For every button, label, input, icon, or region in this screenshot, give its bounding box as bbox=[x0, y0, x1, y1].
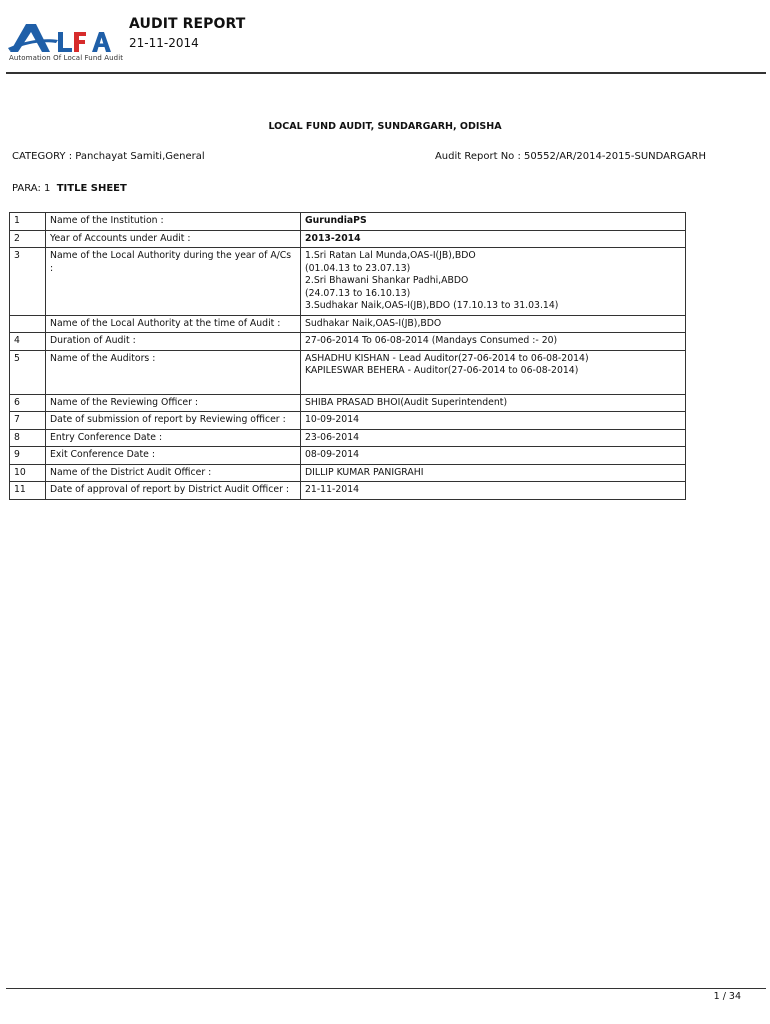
row-value: SHIBA PRASAD BHOI(Audit Superintendent) bbox=[301, 394, 686, 412]
table-row bbox=[10, 230, 686, 248]
row-label: Exit Conference Date : bbox=[46, 447, 301, 465]
row-value: 2013-2014 bbox=[301, 230, 686, 248]
para-title: TITLE SHEET bbox=[56, 183, 127, 194]
row-value: 08-09-2014 bbox=[301, 447, 686, 465]
table-row bbox=[10, 412, 686, 430]
row-label: Year of Accounts under Audit : bbox=[46, 230, 301, 248]
table-row bbox=[10, 350, 686, 394]
row-number bbox=[10, 315, 46, 333]
row-number: 2 bbox=[10, 230, 46, 248]
row-number: 1 bbox=[10, 213, 46, 231]
report-title: AUDIT REPORT bbox=[129, 16, 246, 32]
table-row bbox=[10, 315, 686, 333]
row-value: 27-06-2014 To 06-08-2014 (Mandays Consumed :- 20) bbox=[301, 333, 686, 351]
row-value: 10-09-2014 bbox=[301, 412, 686, 430]
value-line: ASHADHU KISHAN - Lead Auditor(27-06-2014 to 06-08-2014) bbox=[305, 352, 589, 364]
table-row bbox=[10, 213, 686, 231]
row-label: Date of approval of report by District Audit Officer : bbox=[46, 482, 301, 500]
row-value: 21-11-2014 bbox=[301, 482, 686, 500]
value-line: 2.Sri Bhawani Shankar Padhi,ABDO bbox=[305, 275, 469, 286]
row-number: 11 bbox=[10, 482, 46, 500]
row-label: Date of submission of report by Reviewing officer : bbox=[46, 412, 301, 430]
table-row bbox=[10, 333, 686, 351]
row-number: 7 bbox=[10, 412, 46, 430]
value-line: KAPILESWAR BEHERA - Auditor(27-06-2014 to 06-08-2014) bbox=[305, 365, 579, 376]
header-divider bbox=[6, 72, 766, 74]
table-row bbox=[10, 248, 686, 316]
row-value: Sudhakar Naik,OAS-I(JB),BDO bbox=[301, 315, 686, 333]
row-label: Name of the Auditors : bbox=[46, 350, 301, 394]
row-label: Name of the Local Authority during the year of A/Cs : bbox=[46, 248, 301, 316]
row-label: Name of the Local Authority at the time of Audit : bbox=[46, 315, 301, 333]
row-number: 4 bbox=[10, 333, 46, 351]
row-value: 23-06-2014 bbox=[301, 429, 686, 447]
row-value bbox=[301, 350, 686, 394]
row-number: 5 bbox=[10, 350, 46, 394]
table-row bbox=[10, 447, 686, 465]
table-row bbox=[10, 482, 686, 500]
category-label: CATEGORY : Panchayat Samiti,General bbox=[12, 151, 205, 162]
row-number: 3 bbox=[10, 248, 46, 316]
title-sheet-table bbox=[9, 212, 686, 500]
value-line: (24.07.13 to 16.10.13) bbox=[305, 287, 411, 299]
row-label: Name of the Reviewing Officer : bbox=[46, 394, 301, 412]
value-line: (01.04.13 to 23.07.13) bbox=[305, 262, 411, 274]
value-line: 3.Sudhakar Naik,OAS-I(JB),BDO (17.10.13 to 31.03.14) bbox=[305, 300, 559, 311]
table-row bbox=[10, 429, 686, 447]
row-value: DILLIP KUMAR PANIGRAHI bbox=[301, 464, 686, 482]
row-number: 8 bbox=[10, 429, 46, 447]
row-label: Name of the Institution : bbox=[46, 213, 301, 231]
row-number: 9 bbox=[10, 447, 46, 465]
table-row bbox=[10, 464, 686, 482]
table-row bbox=[10, 394, 686, 412]
page-number: 1 / 34 bbox=[713, 991, 741, 1002]
logo-tagline: Automation Of Local Fund Audit bbox=[9, 54, 124, 62]
report-date: 21-11-2014 bbox=[129, 36, 199, 50]
row-number: 6 bbox=[10, 394, 46, 412]
row-value bbox=[301, 248, 686, 316]
row-label: Duration of Audit : bbox=[46, 333, 301, 351]
value-line: 1.Sri Ratan Lal Munda,OAS-I(JB),BDO bbox=[305, 250, 476, 261]
row-label: Entry Conference Date : bbox=[46, 429, 301, 447]
row-label: Name of the District Audit Officer : bbox=[46, 464, 301, 482]
row-number: 10 bbox=[10, 464, 46, 482]
row-value: GurundiaPS bbox=[301, 213, 686, 231]
report-number: Audit Report No : 50552/AR/2014-2015-SUNDARGARH bbox=[434, 151, 706, 162]
para-heading bbox=[12, 183, 127, 194]
footer-divider bbox=[6, 988, 766, 989]
office-heading: LOCAL FUND AUDIT, SUNDARGARH, ODISHA bbox=[268, 121, 502, 132]
para-prefix: PARA: 1 bbox=[12, 183, 51, 194]
